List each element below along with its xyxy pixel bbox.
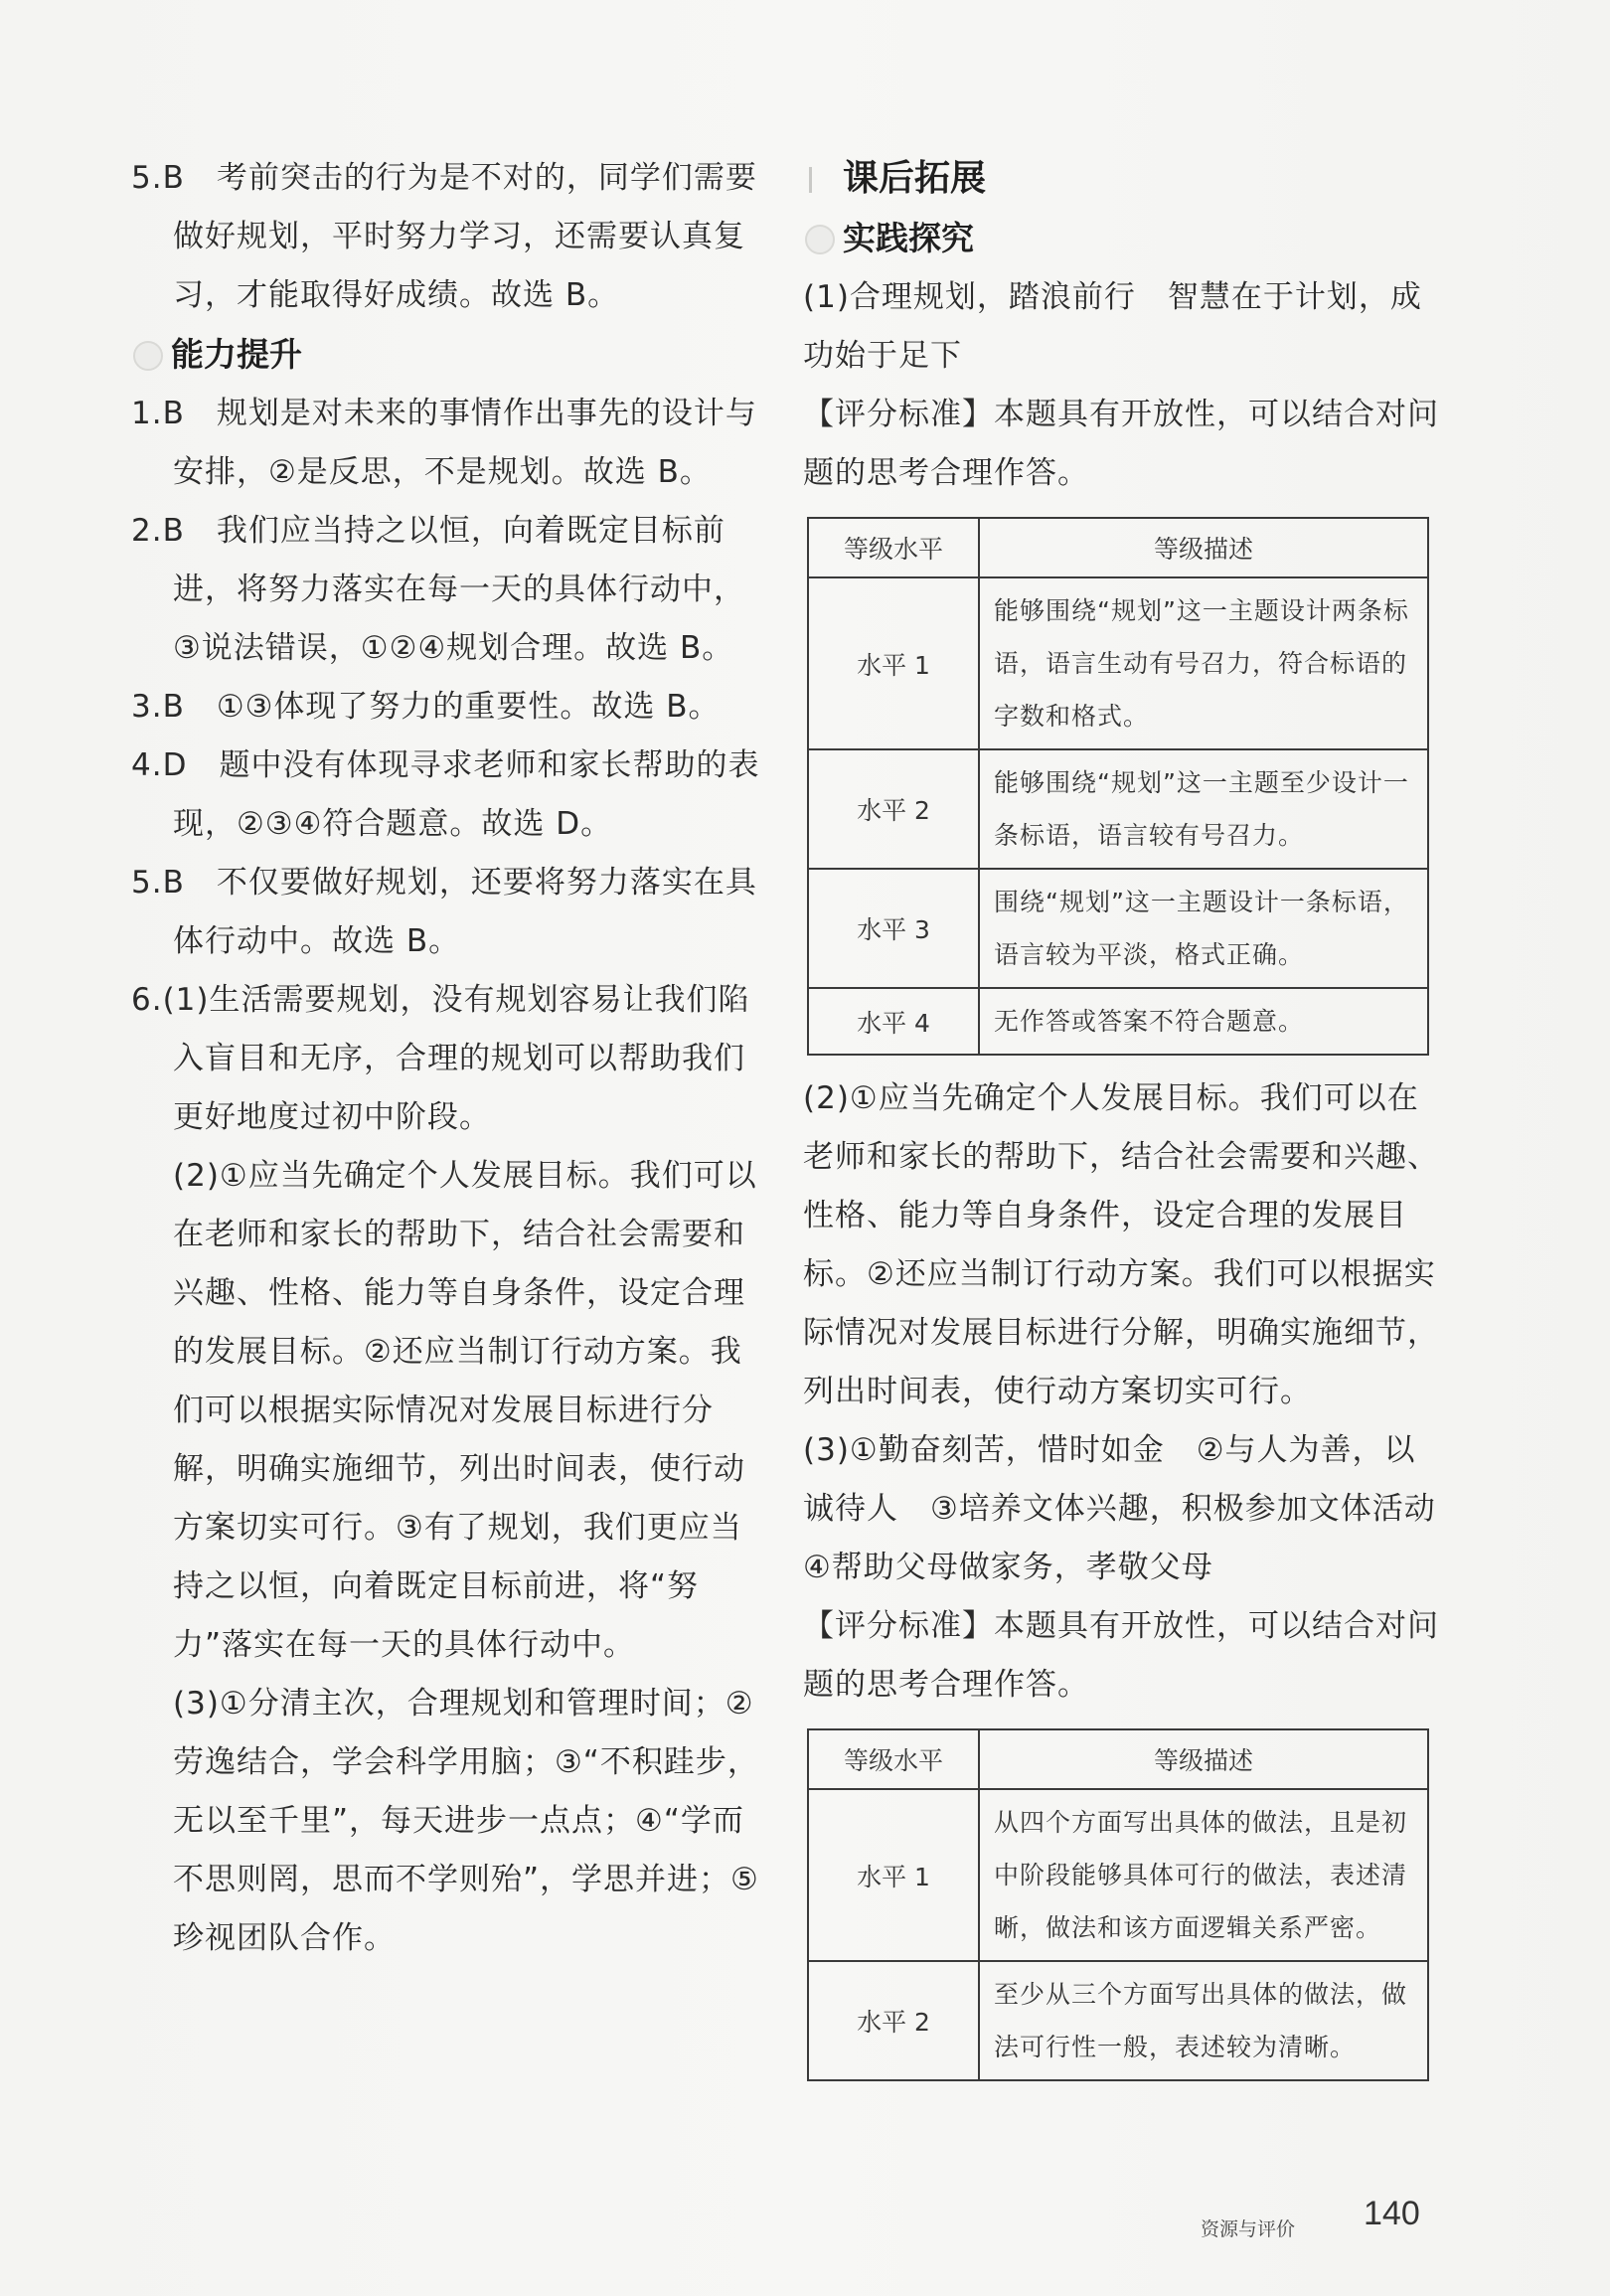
section-heading-ability — [131, 325, 767, 385]
answer-6-part-3: (3)①分清主次，合理规划和管理时间；②劳逸结合，学会科学用脑；③“不积跬步，无以至千里”，每天进步一点点；④“学而不思则罔，思而不学则殆”，学思并进；⑤珍视团队合作。 — [173, 1686, 759, 1956]
description-cell: 从四个方面写出具体的做法，且是初中阶段能够具体可行的做法，表述清晰，做法和该方面逻辑关系严密。 — [979, 1789, 1428, 1961]
practice-answer-1: (1)合理规划，踏浪前行 智慧在于计划，成功始于足下 — [803, 279, 1422, 374]
table-row — [808, 1961, 1428, 2080]
table-row — [808, 1789, 1428, 1961]
description-cell: 至少从三个方面写出具体的做法，做法可行性一般，表述较为清晰。 — [979, 1961, 1428, 2080]
section-marker-icon — [809, 167, 826, 193]
scoring-criteria: 【评分标准】本题具有开放性，可以结合对问题的思考合理作答。 — [803, 1608, 1439, 1703]
section-heading-practice — [803, 209, 1439, 268]
practice-answer-3: (3)①勤奋刻苦，惜时如金 ②与人为善，以诚待人 ③培养文体兴趣，积极参加文体活动 ④帮助父母做家务，孝敬父母 — [803, 1432, 1468, 1585]
level-cell: 水平 1 — [808, 1789, 979, 1961]
footer-label: 资源与评价 — [1201, 2218, 1296, 2240]
section-title: 能力提升 — [171, 335, 302, 374]
left-column — [131, 149, 767, 1968]
header-level: 等级水平 — [808, 518, 979, 577]
description-cell: 能够围绕“规划”这一主题设计两条标语，语言生动有号召力，符合标语的字数和格式。 — [979, 577, 1428, 749]
answer-item: 3.B ①③体现了努力的重要性。故选 B。 — [131, 689, 721, 725]
answer-5b-top: 5.B 考前突击的行为是不对的，同学们需要做好规划，平时努力学习，还需要认真复习，才能取得好成绩。故选 B。 — [131, 160, 757, 313]
answer-6-part-2: (2)①应当先确定个人发展目标。我们可以在老师和家长的帮助下，结合社会需要和兴趣、性格、能力等自身条件，设定合理的发展目标。②还应当制订行动方案。我们可以根据实际情况对发展目标进行分解，明确实施细节，列出时间表，使行动方案切实可行。③有了规划，我们更应当持之以恒，向着既定目标前进，将“努力”落实在每一天的具体行动中。 — [173, 1158, 757, 1663]
level-cell: 水平 2 — [808, 749, 979, 869]
grading-table-1 — [807, 517, 1429, 1056]
sub-title: 实践探究 — [843, 219, 974, 257]
table-row — [808, 577, 1428, 749]
right-column — [803, 149, 1468, 2095]
table-row — [808, 869, 1428, 988]
header-level: 等级水平 — [808, 1729, 979, 1789]
level-cell: 水平 3 — [808, 869, 979, 988]
table-header-row — [808, 518, 1428, 577]
table-header-row — [808, 1729, 1428, 1789]
main-title: 课后拓展 — [843, 158, 987, 199]
page-number: 140 — [1364, 2195, 1420, 2232]
grading-table-2 — [807, 1728, 1429, 2081]
section-bullet-icon — [805, 225, 835, 254]
header-description: 等级描述 — [979, 518, 1428, 577]
answer-item: 6.(1)生活需要规划，没有规划容易让我们陷入盲目和无序，合理的规划可以帮助我们更好地度过初中阶段。 — [131, 982, 750, 1135]
description-cell: 无作答或答案不符合题意。 — [979, 988, 1428, 1055]
answer-item: 5.B 不仅要做好规划，还要将努力落实在具体行动中。故选 B。 — [131, 865, 757, 959]
answer-item: 1.B 规划是对未来的事情作出事先的设计与安排，②是反思，不是规划。故选 B。 — [131, 396, 757, 490]
scoring-criteria: 【评分标准】本题具有开放性，可以结合对问题的思考合理作答。 — [803, 397, 1439, 491]
level-cell: 水平 1 — [808, 577, 979, 749]
practice-answer-2: (2)①应当先确定个人发展目标。我们可以在老师和家长的帮助下，结合社会需要和兴趣、性格、能力等自身条件，设定合理的发展目标。②还应当制订行动方案。我们可以根据实际情况对发展目标进行分解，明确实施细节，列出时间表，使行动方案切实可行。 — [803, 1080, 1439, 1409]
level-cell: 水平 2 — [808, 1961, 979, 2080]
table-row — [808, 749, 1428, 869]
description-cell: 能够围绕“规划”这一主题至少设计一条标语，语言较有号召力。 — [979, 749, 1428, 869]
table-row — [808, 988, 1428, 1055]
header-description: 等级描述 — [979, 1729, 1428, 1789]
section-heading-extension — [803, 149, 1439, 209]
answer-item: 4.D 题中没有体现寻求老师和家长帮助的表现，②③④符合题意。故选 D。 — [131, 747, 760, 842]
level-cell: 水平 4 — [808, 988, 979, 1055]
description-cell: 围绕“规划”这一主题设计一条标语，语言较为平淡，格式正确。 — [979, 869, 1428, 988]
section-bullet-icon — [133, 341, 163, 371]
answer-item: 2.B 我们应当持之以恒，向着既定目标前进，将努力落实在每一天的具体行动中，③说法错误，①②④规划合理。故选 B。 — [131, 513, 745, 666]
